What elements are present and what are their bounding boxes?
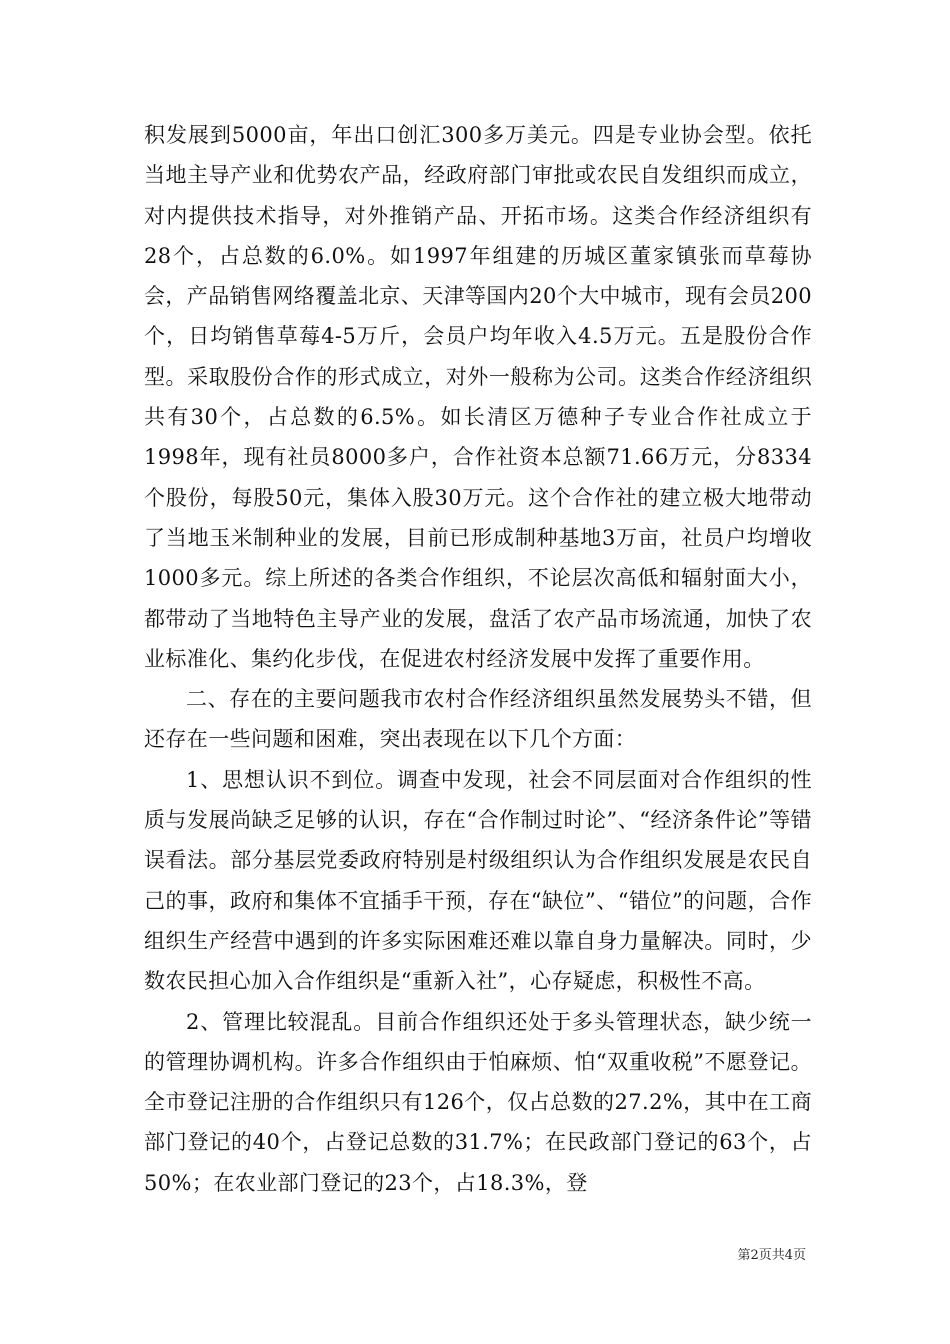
document-body bbox=[144, 115, 812, 1203]
paragraph-point-1: 1、思想认识不到位。调查中发现，社会不同层面对合作组织的性质与发展尚缺乏足够的认识，存在“合作制过时论”、“经济条件论”等错误看法。部分基层党委政府特别是村级组织认为合作组织发展是农民自己的事，政府和集体不宜插手干预，存在“缺位”、“错位”的问题，合作组织生产经营中遇到的许多实际困难还难以靠自身力量解决。同时，少数农民担心加入合作组织是“重新入社”，心存疑虑，积极性不高。 bbox=[144, 767, 812, 994]
paragraph-section-heading: 二、存在的主要问题我市农村合作经济组织虽然发展势头不错，但还存在一些问题和困难，突出表现在以下几个方面： bbox=[144, 687, 812, 752]
page-number-footer: 第2页共4页 bbox=[737, 1248, 806, 1263]
paragraph-continuation: 积发展到5000亩，年出口创汇300多万美元。四是专业协会型。依托当地主导产业和优势农产品，经政府部门审批或农民自发组织而成立，对内提供技术指导，对外推销产品、开拓市场。这类合作经济组织有28个，占总数的6.0%。如1997年组建的历城区董家镇张而草莓协会，产品销售网络覆盖北京、天津等国内20个大中城市，现有会员200个，日均销售草莓4-5万斤，会员户均年收入4.5万元。五是股份合作型。采取股份合作的形式成立，对外一般称为公司。这类合作经济组织共有30个，占总数的6.5%。如长清区万德种子专业合作社成立于1998年，现有社员8000多户，合作社资本总额71.66万元，分8334个股份，每股50元，集体入股30万元。这个合作社的建立极大地带动了当地玉米制种业的发展，目前已形成制种基地3万亩，社员户均增收1000多元。综上所述的各类合作组织，不论层次高低和辐射面大小，都带动了当地特色主导产业的发展，盘活了农产品市场流通，加快了农业标准化、集约化步伐，在促进农村经济发展中发挥了重要作用。 bbox=[144, 123, 813, 671]
paragraph-point-2: 2、管理比较混乱。目前合作组织还处于多头管理状态，缺少统一的管理协调机构。许多合作组织由于怕麻烦、怕“双重收税”不愿登记。全市登记注册的合作组织只有126个，仅占总数的27.2%，其中在工商部门登记的40个，占登记总数的31.7%；在民政部门登记的63个，占50%；在农业部门登记的23个，占18.3%，登 bbox=[144, 1009, 812, 1195]
